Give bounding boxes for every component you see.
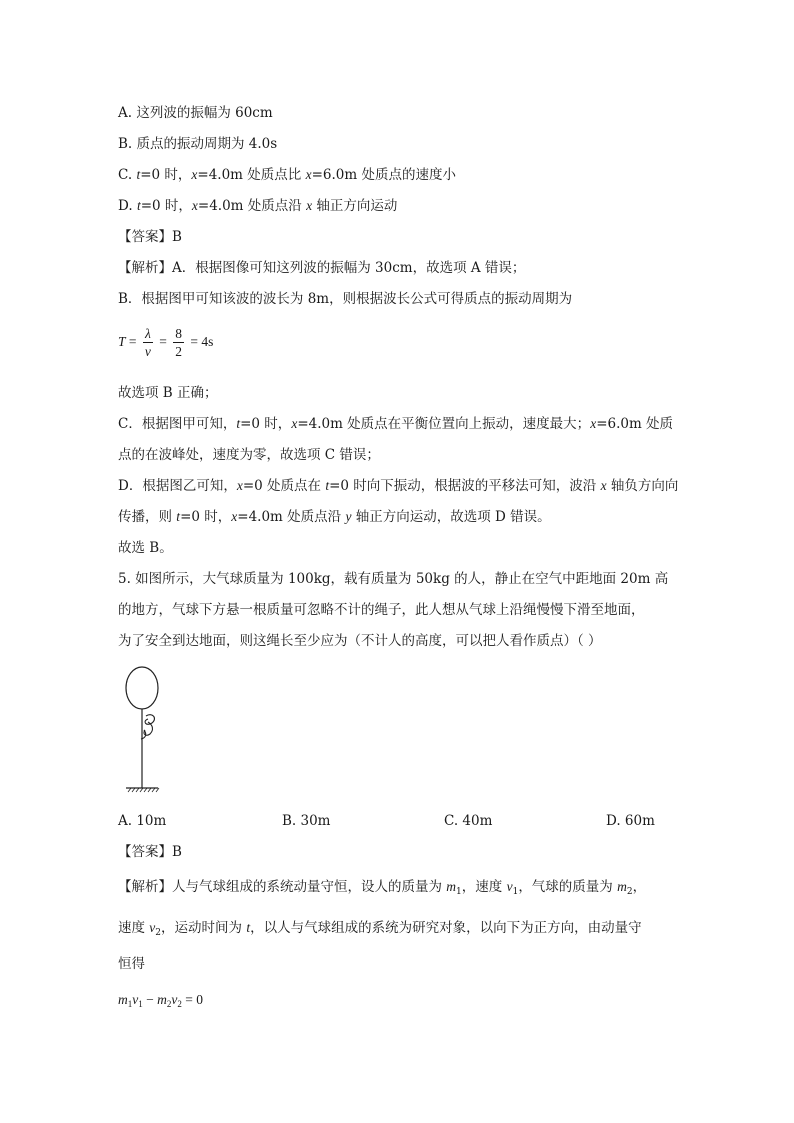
text: =0 时， — [140, 198, 192, 214]
equals: = — [125, 334, 140, 349]
var-x: x — [590, 416, 597, 431]
var-x: x — [305, 167, 312, 182]
subscript: 2 — [155, 928, 162, 938]
var-y: y — [345, 509, 352, 524]
var-m: m — [157, 992, 167, 1007]
option-c-prev — [118, 165, 456, 185]
var-m: m — [446, 879, 457, 894]
text: =0 时， — [180, 509, 232, 525]
text: =4.0m 处质点比 — [197, 167, 306, 183]
var-x: x — [191, 167, 198, 182]
question5-option-d: D. 60m — [606, 813, 655, 829]
text: ， — [632, 879, 647, 895]
analysis-prev-d1 — [118, 476, 678, 496]
option-d-prev — [118, 196, 397, 216]
subscript: 1 — [512, 887, 519, 897]
person-icon — [141, 715, 154, 739]
text: =4.0m 处质点沿 — [197, 198, 307, 214]
text: D. — [118, 198, 137, 214]
var-x: x — [236, 478, 243, 493]
text: 轴正方向运动 — [312, 198, 398, 214]
question5-option-b: B. 30m — [282, 813, 331, 829]
var-T: T — [118, 334, 126, 349]
var-t: t — [246, 920, 251, 935]
balloon-icon — [126, 667, 158, 709]
analysis-prev-c2: 点的在波峰处，速度为零，故选项 C 错误； — [118, 447, 380, 463]
option-b-prev: B. 质点的振动周期为 4.0s — [118, 136, 278, 152]
subscript: 2 — [166, 999, 172, 1009]
question5-option-c: C. 40m — [444, 813, 493, 829]
text: C．根据图甲可知， — [118, 416, 237, 432]
var-m: m — [617, 879, 627, 894]
result: = 4s — [187, 334, 214, 349]
text: =0 处质点在 — [242, 478, 326, 494]
numerator: 8 — [175, 326, 183, 342]
text: ，以人与气球组成的系统为研究对象，以向下为正方向，由动量守 — [250, 920, 642, 936]
minus: − — [142, 992, 158, 1007]
var-t: t — [325, 478, 330, 493]
text: 传播，则 — [118, 509, 177, 525]
var-x: x — [191, 198, 198, 213]
question5-line1: 5. 如图所示，大气球质量为 100kg，载有质量为 50kg 的人，静止在空气中距地面 20m 高 — [118, 571, 669, 587]
denominator: v — [144, 344, 151, 360]
analysis5-line3: 恒得 — [118, 956, 145, 972]
analysis-prev-a: 【解析】A．根据图像可知这列波的振幅为 30cm，故选项 A 错误； — [118, 260, 526, 276]
text: =6.0m 处质 — [596, 416, 674, 432]
text: 【解析】人与气球组成的系统动量守恒，设人的质量为 — [118, 879, 447, 895]
analysis5-line1 — [118, 877, 646, 902]
analysis-prev-b: B．根据图甲可知该波的波长为 8m，则根据波长公式可得质点的振动周期为 — [118, 291, 573, 307]
analysis-prev-d2 — [118, 507, 551, 527]
text: =0 时向下振动，根据波的平移法可知，波沿 — [329, 478, 601, 494]
question5-line2: 的地方，气球下方悬一根质量可忽略不计的绳子，此人想从气球上沿绳慢慢下滑至地面， — [118, 602, 645, 618]
result: = 0 — [181, 992, 203, 1007]
text: D．根据图乙可知， — [118, 478, 237, 494]
var-v: v — [171, 992, 178, 1007]
text: ，运动时间为 — [161, 920, 247, 936]
fraction-lambda-v — [143, 325, 153, 360]
text: =6.0m 处质点的速度小 — [311, 167, 456, 183]
answer5: 【答案】B — [118, 844, 182, 860]
text: ，速度 — [461, 879, 507, 895]
equals: = — [155, 334, 171, 349]
subscript: 1 — [456, 887, 462, 897]
analysis5-line2 — [118, 918, 642, 943]
var-t: t — [176, 509, 181, 524]
subscript: 2 — [177, 999, 182, 1009]
balloon-figure — [118, 664, 178, 796]
var-t: t — [136, 167, 141, 182]
text: 速度 — [118, 920, 150, 936]
text: =0 时， — [240, 416, 292, 432]
answer-prev: 【答案】B — [118, 229, 182, 245]
text: =4.0m 处质点在平衡位置向上振动，速度最大； — [297, 416, 591, 432]
numerator: λ — [144, 326, 151, 342]
var-x: x — [600, 478, 607, 493]
var-t: t — [236, 416, 241, 431]
text: 轴正方向运动，故选项 D 错误。 — [351, 509, 551, 525]
subscript: 1 — [127, 999, 133, 1009]
period-formula — [118, 322, 213, 362]
var-t: t — [136, 198, 141, 213]
analysis-prev-b-end: 故选项 B 正确； — [118, 385, 218, 401]
var-v: v — [506, 879, 513, 894]
var-m: m — [118, 992, 128, 1007]
var-x: x — [231, 509, 238, 524]
denominator: 2 — [175, 344, 183, 360]
var-x: x — [306, 198, 313, 213]
var-v: v — [132, 992, 139, 1007]
fraction-8-2 — [173, 325, 184, 360]
text: C. — [118, 167, 137, 183]
subscript: 1 — [138, 999, 143, 1009]
question5-option-a: A. 10m — [118, 813, 167, 829]
question5-line3: 为了安全到达地面，则这绳长至少应为（不计人的高度，可以把人看作质点）（ ） — [118, 633, 602, 649]
var-x: x — [291, 416, 298, 431]
analysis-prev-conclusion: 故选 B。 — [118, 540, 173, 556]
text: =4.0m 处质点沿 — [237, 509, 346, 525]
subscript: 2 — [626, 887, 633, 897]
momentum-equation — [118, 990, 203, 1014]
text: 轴负方向向 — [606, 478, 679, 494]
option-a-prev: A. 这列波的振幅为 60cm — [118, 105, 273, 121]
analysis-prev-c1 — [118, 414, 673, 434]
text: =0 时， — [140, 167, 192, 183]
text: ，气球的质量为 — [518, 879, 618, 895]
var-v: v — [149, 920, 156, 935]
